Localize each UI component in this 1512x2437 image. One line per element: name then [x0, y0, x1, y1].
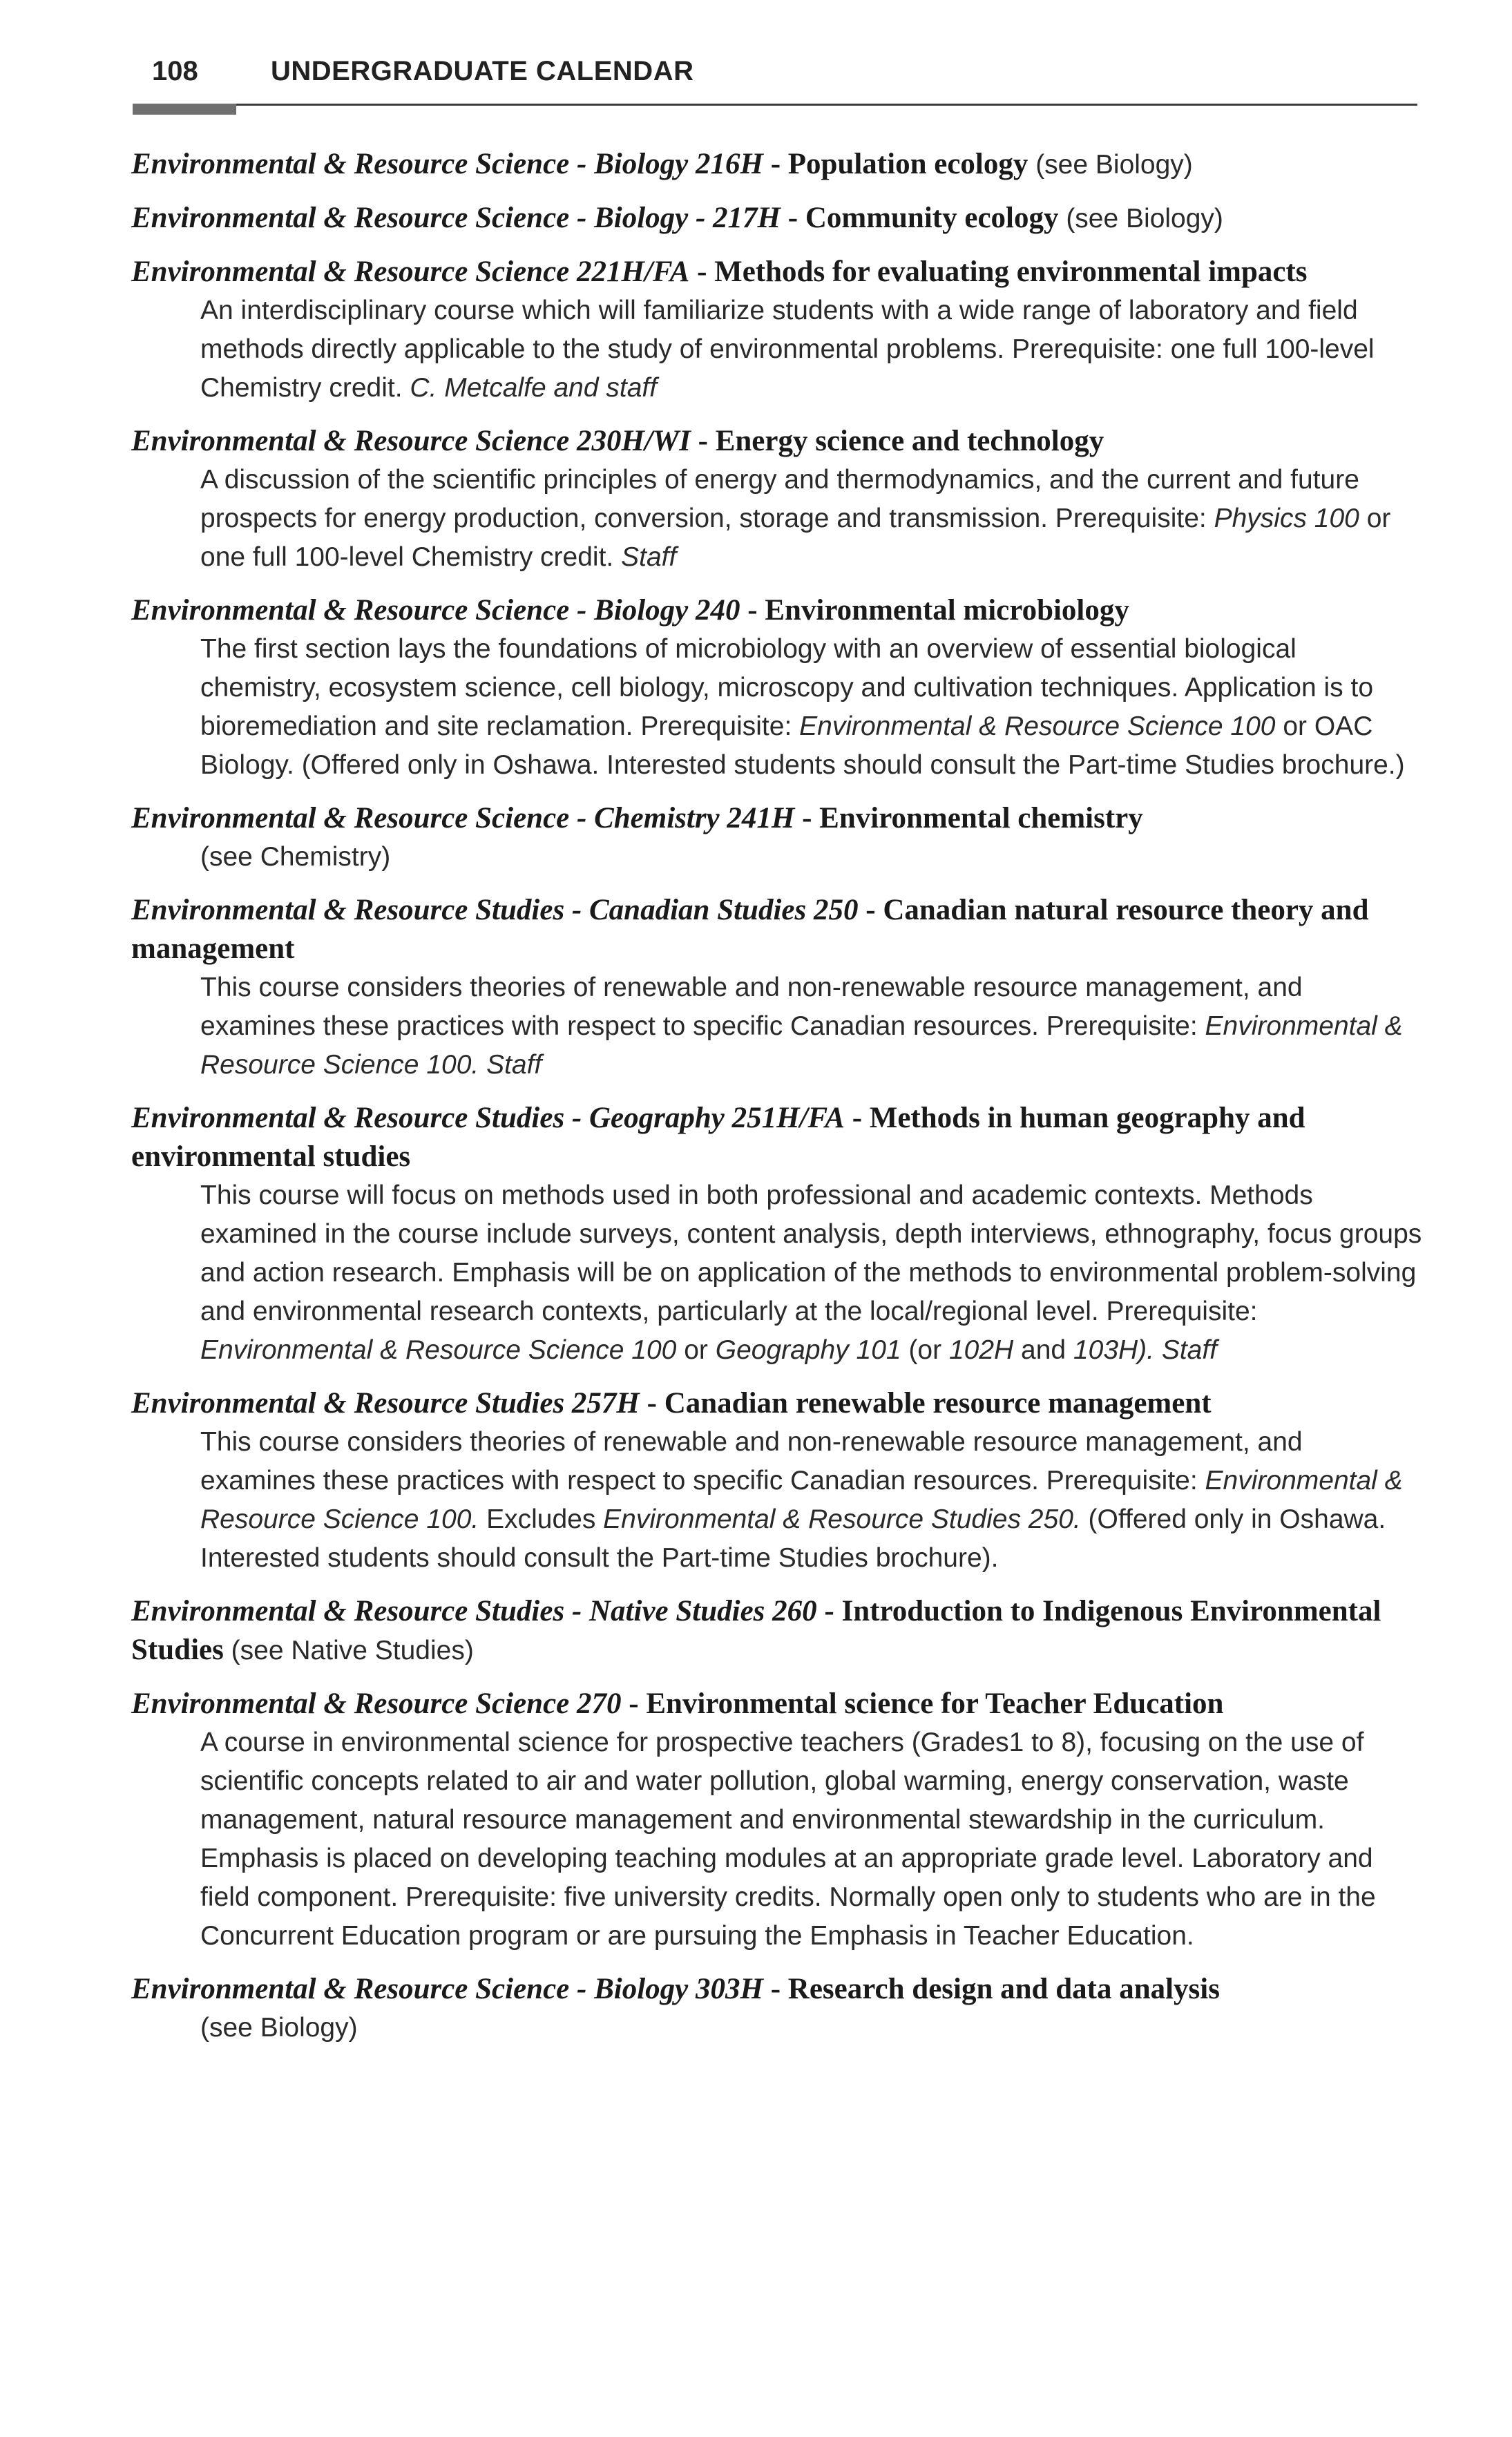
description-text: A discussion of the scientific principles of energy and thermodynamics, and the current and future prospects for energy production, conversion, storage and transmission. Prerequisite: [200, 465, 1359, 533]
course-name: Methods in human geography and environmental studies [131, 1102, 1305, 1173]
header-rule [133, 104, 1417, 106]
course-entry [131, 422, 1423, 577]
course-code: Environmental & Resource Science - Chemistry 241H [131, 802, 795, 834]
course-description [131, 630, 1423, 785]
course-reference: Physics 100 [1214, 504, 1359, 533]
course-description [131, 1723, 1423, 1956]
page-header [133, 54, 1417, 88]
course-name: Canadian renewable resource management [664, 1387, 1212, 1420]
course-name: Community ecology [805, 202, 1059, 234]
title-separator: - [621, 1688, 647, 1720]
description-text: This course considers theories of renewable and non-renewable resource management, and examines these practices with respect to specific Canadian resources. Prerequisite: [200, 1427, 1303, 1495]
course-description [131, 1176, 1423, 1370]
description-text: This course will focus on methods used in both professional and academic contexts. Methods examined in the course include surveys, content analysis, depth interviews, ethnography, focus groups and action research. Emphasis will be on application of the methods to environmental problem-solving and environmental research contexts, particularly at the local/regional level. Prerequisite: [200, 1181, 1422, 1326]
course-reference: Environmental & Resource Science 100. [200, 1466, 1403, 1534]
course-code: Environmental & Resource Studies 257H [131, 1387, 640, 1420]
see-reference: (see Biology) [1028, 150, 1193, 180]
description-text: A course in environmental science for prospective teachers (Grades1 to 8), focusing on the use of scientific concepts related to air and water pollution, global warming, energy conservation, waste management, natural resource management and environmental stewardship in the curriculum. Emphasis is placed on developing teaching modules at an appropriate grade level. Laboratory and field component. Prerequisite: five university credits. Normally open only to students who are in the Concurrent Education program or are pursuing the Emphasis in Teacher Education. [200, 1728, 1376, 1951]
description-text: The first section lays the foundations of microbiology with an overview of essential biological chemistry, ecosystem science, cell biology, microscopy and cultivation techniques. Application is to bioremediation and site reclamation. Prerequisite: [200, 634, 1374, 741]
course-title [131, 422, 1423, 461]
course-title [131, 1685, 1423, 1723]
course-name: Introduction to Indigenous Environmental Studies [131, 1595, 1381, 1666]
course-name: Environmental science for Teacher Education [646, 1688, 1224, 1720]
course-code: Environmental & Resource Science - Biology 303H [131, 1973, 763, 2005]
course-reference: Environmental & Resource Science 100 [200, 1335, 677, 1365]
course-list [131, 145, 1423, 2062]
see-reference: (see Biology) [200, 2013, 358, 2043]
course-entry [131, 253, 1423, 408]
title-separator: - [858, 894, 883, 926]
see-reference: (see Native Studies) [223, 1636, 474, 1665]
course-entry [131, 799, 1423, 877]
course-name: Environmental microbiology [765, 594, 1129, 627]
title-separator: - [794, 802, 820, 834]
course-description [131, 968, 1423, 1084]
title-separator: - [690, 425, 716, 457]
course-title [131, 891, 1423, 968]
title-separator: - [763, 1973, 788, 2005]
course-title [131, 199, 1423, 238]
course-reference: Environmental & Resource Studies 250. [603, 1504, 1081, 1534]
course-name: Research design and data analysis [787, 1973, 1220, 2005]
description-text: (Offered only in Oshawa. Interested students should consult the Part-time Studies brochure). [200, 1504, 1386, 1573]
course-description [131, 292, 1423, 408]
course-title [131, 1384, 1423, 1423]
course-entry [131, 1970, 1423, 2047]
course-description [131, 2009, 1423, 2047]
description-text: This course considers theories of renewable and non-renewable resource management, and examines these practices with respect to specific Canadian resources. Prerequisite: [200, 973, 1303, 1041]
course-title [131, 591, 1423, 630]
instructor: Staff [621, 542, 677, 572]
course-title [131, 1970, 1423, 2009]
course-reference: 103H). Staff [1073, 1335, 1218, 1365]
see-reference: (see Biology) [1058, 204, 1223, 233]
page-number: 108 [152, 56, 198, 86]
course-name: Energy science and technology [715, 425, 1104, 457]
course-code: Environmental & Resource Science 270 [131, 1688, 622, 1720]
description-text: and [1013, 1335, 1073, 1365]
course-entry [131, 1384, 1423, 1578]
course-title [131, 799, 1423, 838]
course-code: Environmental & Resource Studies - Native Studies 260 [131, 1595, 817, 1627]
title-separator: - [740, 594, 765, 627]
course-title [131, 1592, 1423, 1670]
course-entry [131, 891, 1423, 1084]
title-separator: - [763, 148, 788, 180]
title-separator: - [844, 1102, 870, 1134]
course-code: Environmental & Resource Science 230H/WI [131, 425, 691, 457]
description-text: or one full 100-level Chemistry credit. [200, 504, 1391, 572]
course-name: Methods for evaluating environmental impacts [714, 256, 1308, 288]
see-reference: (see Chemistry) [200, 842, 391, 872]
instructor: C. Metcalfe and staff [410, 373, 658, 403]
header-rule-accent [133, 104, 236, 115]
title-separator: - [689, 256, 715, 288]
course-title [131, 253, 1423, 292]
course-name: Population ecology [787, 148, 1028, 180]
title-separator: - [816, 1595, 842, 1627]
course-title [131, 1099, 1423, 1176]
course-reference: Geography 101 [715, 1335, 901, 1365]
course-entry [131, 591, 1423, 785]
course-title [131, 145, 1423, 184]
course-code: Environmental & Resource Studies - Canadian Studies 250 [131, 894, 859, 926]
course-entry [131, 145, 1423, 184]
course-entry [131, 1592, 1423, 1670]
title-separator: - [639, 1387, 664, 1420]
course-code: Environmental & Resource Science - Biology 240 [131, 594, 740, 627]
course-name: Environmental chemistry [819, 802, 1143, 834]
running-head: UNDERGRADUATE CALENDAR [271, 56, 694, 86]
description-text: or OAC Biology. (Offered only in Oshawa. Interested students should consult the Part-time Studies brochure.) [200, 711, 1405, 780]
course-code: Environmental & Resource Science 221H/FA [131, 256, 690, 288]
course-entry [131, 1685, 1423, 1956]
course-reference: Environmental & Resource Science 100. Staff [200, 1011, 1403, 1080]
description-text: (or [901, 1335, 949, 1365]
course-entry [131, 199, 1423, 238]
description-text: Excludes [479, 1504, 604, 1534]
course-description [131, 838, 1423, 877]
description-text: An interdisciplinary course which will familiarize students with a wide range of laboratory and field methods directly applicable to the study of environmental problems. Prerequisite: one full 100-level Chemistry credit. [200, 296, 1375, 403]
title-separator: - [781, 202, 805, 234]
description-text: or [676, 1335, 716, 1365]
course-description [131, 461, 1423, 577]
course-code: Environmental & Resource Science - Biology - 217H [131, 202, 781, 234]
course-code: Environmental & Resource Science - Biology 216H [131, 148, 763, 180]
course-description [131, 1423, 1423, 1578]
course-entry [131, 1099, 1423, 1370]
course-reference: 102H [948, 1335, 1014, 1365]
course-code: Environmental & Resource Studies - Geography 251H/FA [131, 1102, 845, 1134]
course-name: Canadian natural resource theory and management [131, 894, 1369, 965]
course-reference: Environmental & Resource Science 100 [799, 711, 1276, 741]
